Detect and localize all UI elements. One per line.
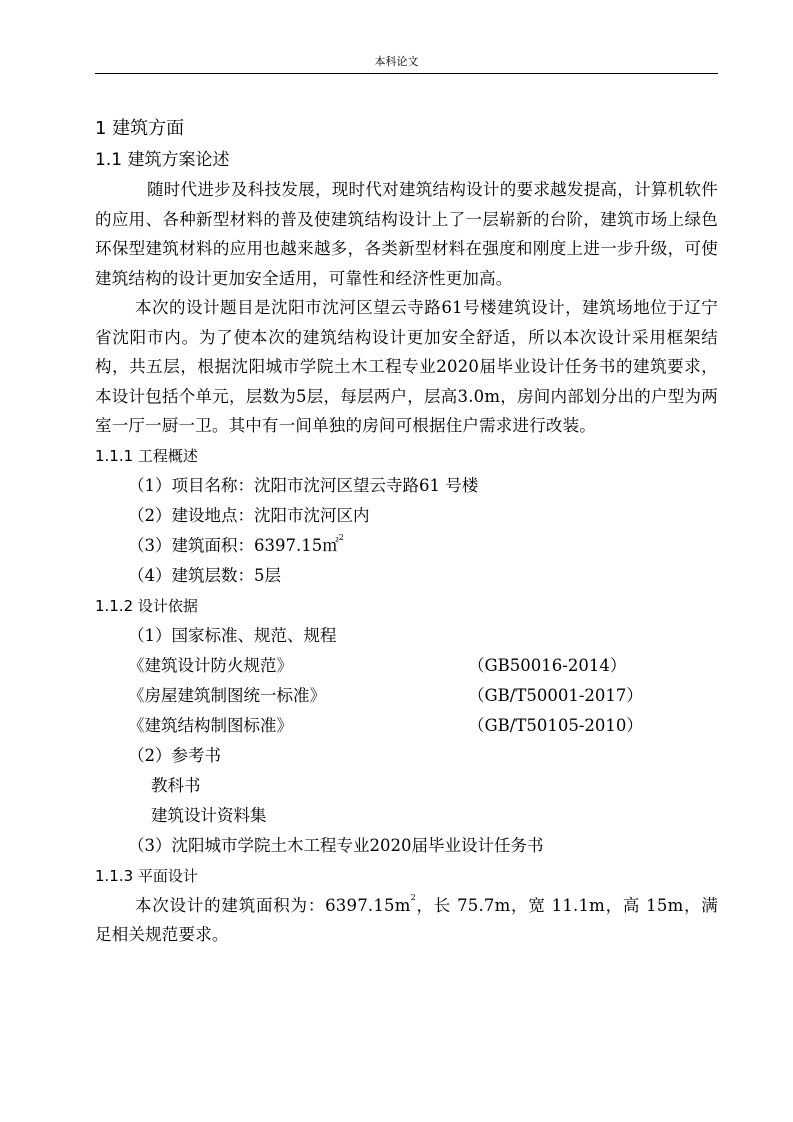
list-item-task-book: （3）沈阳城市学院土木工程专业2020届毕业设计任务书 <box>128 835 544 855</box>
reference-item: 建筑设计资料集 <box>151 805 267 825</box>
running-header: 本科论文 <box>374 55 419 68</box>
section-1-1-1-heading: 1.1.1 工程概述 <box>95 446 198 465</box>
paragraph-1: 随时代进步及科技发展，现时代对建筑结构设计的要求越发提高，计算机软件的应用、各种新型材料的普及使建筑结构设计上了一层崭新的台阶，建筑市场上绿色环保型建筑材料的应用也越来越多，各类新型材料在强度和刚度上进一步升级，可使建筑结构的设计更加安全适用，可靠性和经济性更加高。 <box>95 180 718 288</box>
list-item-project-name: （1）项目名称：沈阳市沈河区望云寺路61 号楼 <box>128 475 479 495</box>
standard-code: （GB50016-2014） <box>468 655 627 675</box>
section-1-1-heading: 1.1 建筑方案论述 <box>95 150 230 170</box>
standard-row <box>95 711 718 741</box>
reference-item: 教科书 <box>151 775 201 795</box>
standard-name: 《房屋建筑制图统一标准》 <box>128 685 326 705</box>
document-body <box>95 113 718 950</box>
standard-code: （GB/T50001-2017） <box>468 685 643 705</box>
list-item-floors: （4）建筑层数：5层 <box>128 565 281 585</box>
standard-code: （GB/T50105-2010） <box>468 715 643 735</box>
standard-row <box>95 651 718 681</box>
section-1-heading: 1 建筑方面 <box>95 118 185 139</box>
section-1-1-2-heading: 1.1.2 设计依据 <box>95 596 198 615</box>
list-item-location: （2）建设地点：沈阳市沈河区内 <box>128 505 370 525</box>
standard-name: 《建筑设计防火规范》 <box>128 655 293 675</box>
standard-name: 《建筑结构制图标准》 <box>128 715 293 735</box>
list-item-standards: （1）国家标准、规范、规程 <box>128 625 337 645</box>
plan-text-a: 本次设计的建筑面积为：6397.15m <box>135 895 411 915</box>
header-divider <box>95 73 718 74</box>
area-text: （3）建筑面积：6397.15㎡ <box>128 535 339 555</box>
paragraph-plan-design <box>95 891 718 950</box>
paragraph-2: 本次的设计题目是沈阳市沈河区望云寺路61号楼建筑设计，建筑场地位于辽宁省沈阳市内。为了使本次的建筑结构设计更加安全舒适，所以本次设计采用框架结构，共五层，根据沈阳城市学院土木工程专业2020届毕业设计任务书的建筑要求，本设计包括个单元，层数为5层，每层两户，层高3.0m，房间内部划分出的户型为两室一厅一厨一卫。其中有一间单独的房间可根据住户需求进行改装。 <box>95 298 718 435</box>
plan-superscript: 2 <box>410 892 416 902</box>
standard-row <box>95 681 718 711</box>
section-1-1-3-heading: 1.1.3 平面设计 <box>95 866 198 885</box>
area-superscript: 2 <box>338 532 344 542</box>
list-item-area <box>95 531 718 561</box>
plan-text-b: ，长 75.7m，宽 11.1m，高 15m，满足相关规范要求。 <box>95 895 718 944</box>
list-item-references: （2）参考书 <box>128 745 221 765</box>
